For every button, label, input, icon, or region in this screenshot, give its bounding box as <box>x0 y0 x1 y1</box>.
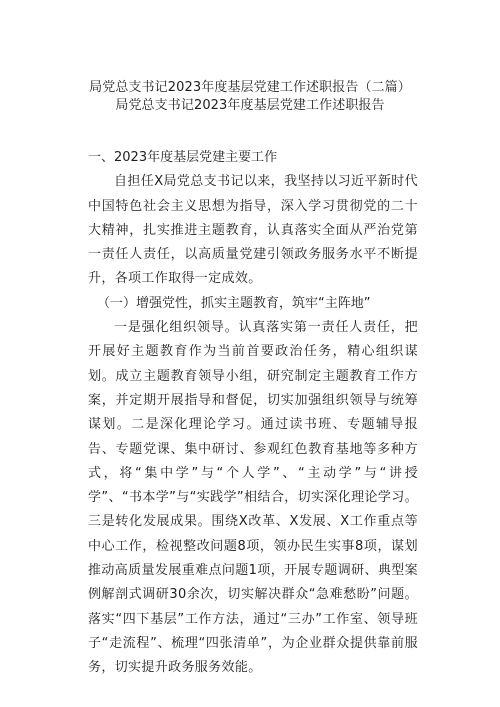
subsection-heading: （一）增强党性，抓实主题教育，筑牢“主阵地” <box>97 295 371 311</box>
title-line-1: 局党总支书记2023年度基层党建工作述职报告（二篇） <box>89 80 411 95</box>
section-heading: 一、2023年度基层党建主要工作 <box>88 150 278 165</box>
document-title <box>60 79 440 115</box>
body-paragraph: 自担任X局党总支书记以来，我坚持以习近平新时代中国特色社会主义思想为指导，深入学习贯彻党的二十大精神，扎实推进主题教育，认真落实全面从严治党第一责任人责任，以高质量党建引领政务服务水平不断提升，各项工作取得一定成效。 <box>88 174 418 287</box>
title-line-2: 局党总支书记2023年度基层党建工作述职报告 <box>115 98 385 113</box>
body-paragraph: 一是强化组织领导。认真落实第一责任人责任，把开展好主题教育作为当前首要政治任务，精心组织谋划。成立主题教育领导小组，研究制定主题教育工作方案，并定期开展指导和督促，切实加强组织领导与统筹谋划。二是深化理论学习。通过读书班、专题辅导报告、专题党课、集中研讨、参观红色教育基地等多种方式，将“集中学”与“个人学”、“主动学”与“讲授学”、“书本学”与“实践学”相结合，切实深化理论学习。三是转化发展成果。围绕X改革、X发展、X工作重点等中心工作，检视整改问题8项，领办民生实事8项，谋划推动高质量发展重难点问题1项，开展专题调研、典型案例解剖式调研30余次，切实解决群众“急难愁盼”问题。落实“四下基层”工作方法，通过“三办”工作室、领导班子“走流程”、梳理“四张清单”，为企业群众提供靠前服务，切实提升政务服务效能。 <box>88 320 418 676</box>
document-body <box>88 146 418 681</box>
